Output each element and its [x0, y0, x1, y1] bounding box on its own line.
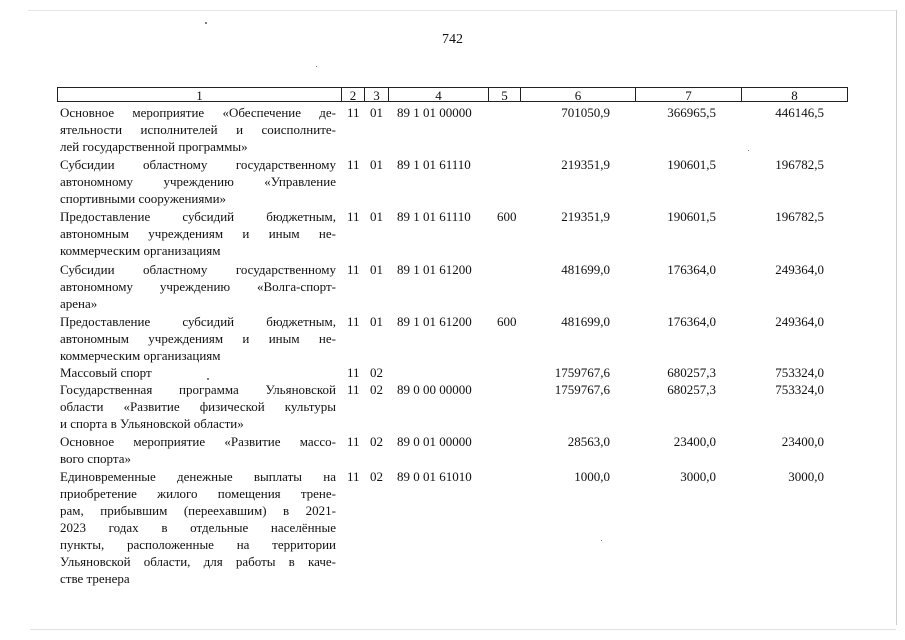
row-description	[60, 433, 336, 467]
description-line: 2023 годах в отдельные населённые	[60, 520, 336, 535]
description-line: Государственная программа Ульяновской	[60, 382, 336, 397]
section-code: 11	[347, 469, 360, 484]
amount-col-7: 680257,3	[667, 382, 716, 397]
row-description	[60, 156, 336, 207]
subsection-code: 02	[370, 434, 383, 449]
description-line: автономным учреждениям и иным не-	[60, 226, 336, 241]
subsection-code: 02	[370, 469, 383, 484]
description-line: спортивными сооружениями»	[60, 191, 227, 206]
description-line: Субсидии областному государственному	[60, 157, 336, 172]
target-article-code: 89 1 01 00000	[397, 105, 472, 120]
header-col-2: 2	[341, 87, 364, 102]
description-line: лей государственной программы»	[60, 139, 248, 154]
description-line: ятельности исполнителей и соисполните-	[60, 122, 336, 137]
description-line: арена»	[60, 296, 98, 311]
description-line: пункты, расположенные на территории	[60, 537, 336, 552]
section-code: 11	[347, 434, 360, 449]
amount-col-8: 446146,5	[775, 105, 824, 120]
description-line: стве тренера	[60, 571, 130, 586]
section-code: 11	[347, 262, 360, 277]
expense-type-code: 600	[497, 209, 517, 224]
amount-col-7: 366965,5	[667, 105, 716, 120]
description-line: области «Развитие физической культуры	[60, 399, 336, 414]
target-article-code: 89 1 01 61110	[397, 209, 471, 224]
row-description	[60, 364, 336, 381]
row-description	[60, 208, 336, 259]
header-col-4: 4	[388, 87, 488, 102]
amount-col-7: 3000,0	[680, 469, 716, 484]
description-line: Предоставление субсидий бюджетным,	[60, 209, 336, 224]
description-line: автономному учреждению «Волга-спорт-	[60, 279, 336, 294]
section-code: 11	[347, 365, 360, 380]
header-col-3: 3	[364, 87, 388, 102]
row-description	[60, 104, 336, 155]
scan-speck	[748, 150, 749, 151]
header-col-8: 8	[741, 87, 848, 102]
amount-col-6: 1759767,6	[554, 365, 610, 380]
expense-type-code: 600	[497, 314, 517, 329]
amount-col-6: 481699,0	[561, 314, 610, 329]
row-description	[60, 381, 336, 432]
description-line: рам, прибывшим (переехавшим) в 2021-	[60, 503, 336, 518]
description-line: приобретение жилого помещения трене-	[60, 486, 336, 501]
amount-col-8: 3000,0	[788, 469, 824, 484]
target-article-code: 89 1 01 61110	[397, 157, 471, 172]
amount-col-8: 249364,0	[775, 262, 824, 277]
description-line: Ульяновской области, для работы в каче-	[60, 554, 336, 569]
amount-col-6: 219351,9	[561, 157, 610, 172]
amount-col-8: 196782,5	[775, 209, 824, 224]
description-line: Основное мероприятие «Обеспечение де-	[60, 105, 336, 120]
target-article-code: 89 1 01 61200	[397, 314, 472, 329]
description-line: и спорта в Ульяновской области»	[60, 416, 244, 431]
description-line: Субсидии областному государственному	[60, 262, 336, 277]
row-description	[60, 313, 336, 364]
row-description	[60, 468, 336, 587]
amount-col-8: 753324,0	[775, 382, 824, 397]
amount-col-7: 176364,0	[667, 314, 716, 329]
section-code: 11	[347, 209, 360, 224]
amount-col-7: 176364,0	[667, 262, 716, 277]
description-line: коммерческим организациям	[60, 348, 221, 363]
subsection-code: 02	[370, 365, 383, 380]
header-col-1: 1	[57, 87, 341, 102]
target-article-code: 89 0 00 00000	[397, 382, 472, 397]
scan-speck	[601, 540, 602, 541]
target-article-code: 89 0 01 61010	[397, 469, 472, 484]
section-code: 11	[347, 382, 360, 397]
amount-col-6: 28563,0	[567, 434, 610, 449]
description-line: вого спорта»	[60, 451, 131, 466]
target-article-code: 89 0 01 00000	[397, 434, 472, 449]
header-col-5: 5	[488, 87, 520, 102]
amount-col-8: 196782,5	[775, 157, 824, 172]
page-number: 742	[442, 32, 463, 47]
subsection-code: 01	[370, 157, 383, 172]
description-line: автономным учреждениям и иным не-	[60, 331, 336, 346]
amount-col-7: 23400,0	[673, 434, 716, 449]
subsection-code: 01	[370, 209, 383, 224]
subsection-code: 02	[370, 382, 383, 397]
amount-col-7: 190601,5	[667, 209, 716, 224]
subsection-code: 01	[370, 105, 383, 120]
amount-col-6: 1759767,6	[554, 382, 610, 397]
amount-col-8: 23400,0	[781, 434, 824, 449]
amount-col-8: 249364,0	[775, 314, 824, 329]
scan-edge-bottom	[30, 629, 896, 630]
subsection-code: 01	[370, 262, 383, 277]
description-line: Массовый спорт	[60, 365, 152, 380]
amount-col-6: 481699,0	[561, 262, 610, 277]
section-code: 11	[347, 157, 360, 172]
amount-col-6: 219351,9	[561, 209, 610, 224]
section-code: 11	[347, 105, 360, 120]
header-col-7: 7	[635, 87, 741, 102]
subsection-code: 01	[370, 314, 383, 329]
amount-col-7: 680257,3	[667, 365, 716, 380]
scan-speck	[316, 66, 317, 67]
scan-edge-top	[28, 10, 896, 11]
description-line: Предоставление субсидий бюджетным,	[60, 314, 336, 329]
section-code: 11	[347, 314, 360, 329]
scan-edge-right	[896, 10, 897, 625]
amount-col-8: 753324,0	[775, 365, 824, 380]
amount-col-6: 1000,0	[574, 469, 610, 484]
description-line: коммерческим организациям	[60, 243, 221, 258]
header-col-6: 6	[520, 87, 635, 102]
target-article-code: 89 1 01 61200	[397, 262, 472, 277]
description-line: Единовременные денежные выплаты на	[60, 469, 336, 484]
amount-col-6: 701050,9	[561, 105, 610, 120]
description-line: Основное мероприятие «Развитие массо-	[60, 434, 336, 449]
description-line: автономному учреждению «Управление	[60, 174, 336, 189]
scan-speck	[205, 22, 207, 24]
row-description	[60, 261, 336, 312]
amount-col-7: 190601,5	[667, 157, 716, 172]
